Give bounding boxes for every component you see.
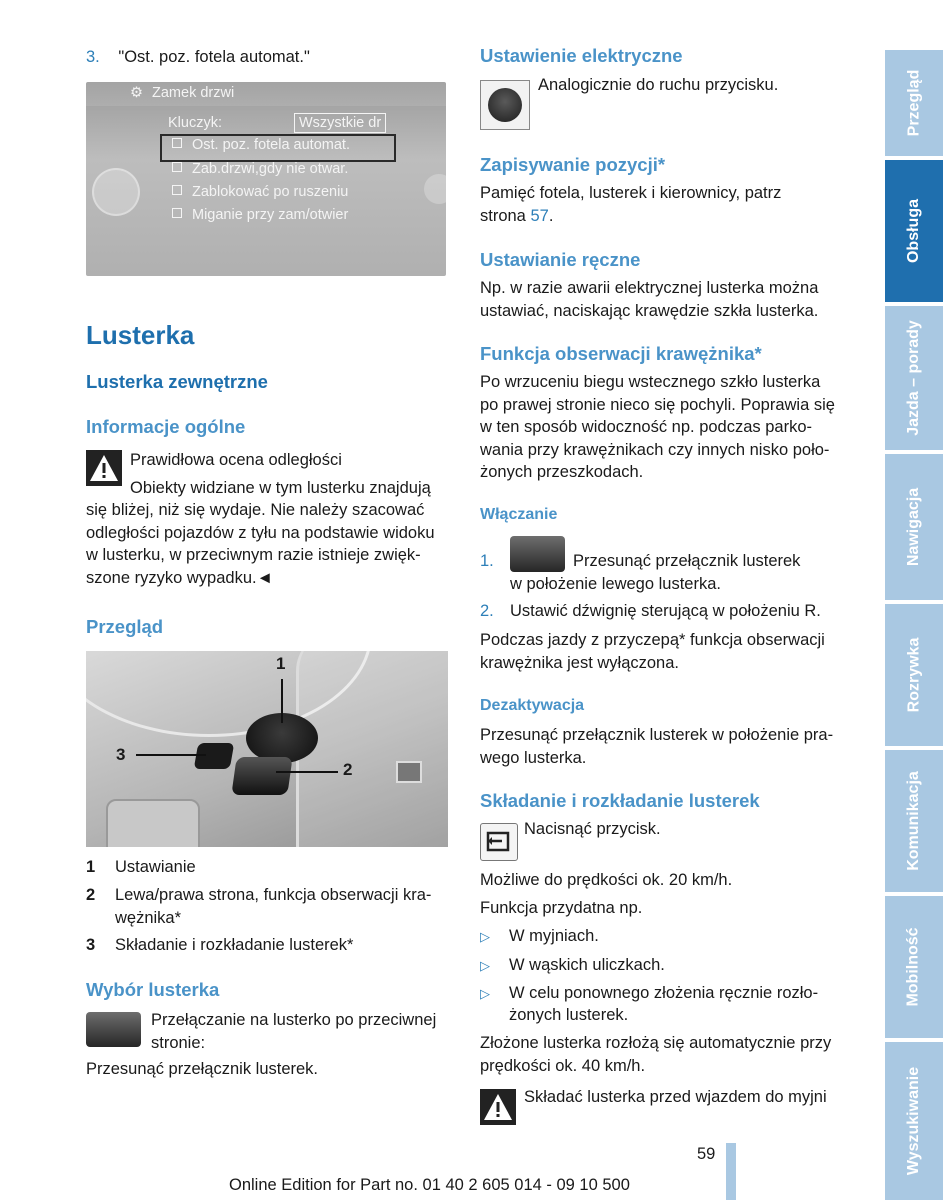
wybor-after: Przesunąć przełącznik lusterek. bbox=[86, 1060, 319, 1078]
mirror-controls-photo bbox=[86, 651, 448, 847]
warning-2-text: Składać lusterka przed wjazdem do myjni bbox=[524, 1088, 827, 1106]
sklad-text: Nacisnąć przycisk. bbox=[524, 820, 661, 838]
sidebar-tab-jazda-porady[interactable] bbox=[885, 306, 943, 450]
side-switch-icon bbox=[231, 757, 292, 795]
triangle-bullet-icon: ▷ bbox=[480, 958, 490, 973]
krawieznik-text: Po wrzuceniu biegu wstecznego szkło lusterka po prawej stronie nieco się pochyli. Poprawia się w ten sposób widoczność np. podczas parko- wania przy krawężnikach czy innych nisko poło- żonych przeszkodach. bbox=[480, 373, 835, 481]
sidebar-tab-label: Komunikacja bbox=[905, 771, 922, 871]
sidebar-tab-obsluga[interactable] bbox=[885, 160, 943, 302]
warning-icon bbox=[86, 450, 122, 486]
heading-dezaktywacja: Dezaktywacja bbox=[480, 697, 585, 714]
step-1-text: Przesunąć przełącznik lusterek bbox=[573, 552, 801, 570]
callout-2: 2 bbox=[343, 760, 353, 779]
callout-1: 1 bbox=[276, 654, 286, 673]
dezakt-text: Przesunąć przełącznik lusterek w położenie pra- wego lusterka. bbox=[480, 726, 834, 767]
sidebar-tab-label: Mobilność bbox=[905, 927, 923, 1007]
warning-title: Prawidłowa ocena odległości bbox=[130, 451, 342, 469]
heading-ustawianie-reczne: Ustawianie ręczne bbox=[480, 249, 641, 270]
wybor-text: Przełączanie na lusterko po przeciwnej stronie: bbox=[151, 1011, 437, 1052]
heading-przeglad: Przegląd bbox=[86, 616, 164, 637]
screen-option-1: Ost. poz. fotela automat. bbox=[172, 137, 350, 153]
mozliwe-text: Możliwe do prędkości ok. 20 km/h. bbox=[480, 871, 733, 889]
screen-title: Zamek drzwi bbox=[152, 85, 235, 101]
mirror-switch-icon bbox=[86, 1012, 141, 1047]
legend-item-2: 2 Lewa/prawa strona, funkcja obserwacji kra- wężnika* bbox=[86, 886, 432, 927]
przydatna-text: Funkcja przydatna np. bbox=[480, 899, 643, 917]
step-1-number: 1. bbox=[480, 552, 494, 570]
screen-option-2: Zab.drzwi,gdy nie otwar. bbox=[172, 161, 348, 177]
legend-item-1: 1 Ustawianie bbox=[86, 858, 196, 876]
page-number-bar bbox=[726, 1143, 736, 1200]
heading-funkcja-krawieznika: Funkcja obserwacji krawężnika* bbox=[480, 343, 762, 364]
sidebar-tab-label: Nawigacja bbox=[905, 487, 923, 567]
heading-informacje-ogolne: Informacje ogólne bbox=[86, 416, 246, 437]
warning-line: Obiekty widziane w tym lusterku znajdują bbox=[130, 479, 431, 497]
page-number: 59 bbox=[697, 1145, 716, 1163]
warning-icon bbox=[480, 1089, 516, 1125]
step-1-text-cont: w położenie lewego lusterka. bbox=[510, 575, 721, 593]
window-switch-icon bbox=[106, 799, 200, 847]
screen-option-4: Miganie przy zam/otwier bbox=[172, 207, 348, 223]
step-2-text: Ustawić dźwignię sterującą w położeniu R. bbox=[510, 602, 821, 620]
sidebar-tab-label: Jazda – porady bbox=[905, 320, 923, 436]
heading-lusterka-zewnetrzne: Lusterka zewnętrzne bbox=[86, 371, 268, 392]
sidebar-tab-mobilnosc[interactable] bbox=[885, 896, 943, 1038]
warning-text: się bliżej, niż się wydaje. Nie należy szacować odległości pojazdów z tyłu na podstawie widoku w lusterku, w przeciwnym razie istnieje zwięk- szone ryzyko wypadku.◄ bbox=[86, 501, 435, 587]
page-link[interactable]: 57 bbox=[530, 206, 549, 225]
heading-skladanie: Składanie i rozkładanie lusterek bbox=[480, 790, 760, 811]
mirror-switch-icon bbox=[510, 536, 565, 572]
callout-3: 3 bbox=[116, 745, 126, 764]
kluczyk-label: Kluczyk: bbox=[168, 115, 222, 131]
bullet-item: ▷ W wąskich uliczkach. bbox=[480, 956, 665, 974]
sidebar-tab-label: Przegląd bbox=[905, 69, 922, 137]
screen-option-3: Zablokować po ruszeniu bbox=[172, 184, 348, 200]
przyczepa-text: Podczas jazdy z przyczepą* funkcja obserwacji krawężnika jest wyłączona. bbox=[480, 631, 825, 672]
sidebar-tab-label: Rozrywka bbox=[905, 637, 923, 713]
sidebar-tab-rozrywka[interactable] bbox=[885, 604, 943, 746]
elektr-text: Analogicznie do ruchu przycisku. bbox=[538, 76, 779, 94]
bullet-item: ▷ W celu ponownego złożenia ręcznie rozło- bbox=[480, 984, 819, 1002]
heading-wlaczanie: Włączanie bbox=[480, 506, 558, 523]
lock-button-icon bbox=[396, 761, 422, 783]
sidebar-tab-label: Wyszukiwanie bbox=[905, 1066, 922, 1176]
sidebar-tab-label: Obsługa bbox=[905, 198, 923, 264]
step-number: 3. bbox=[86, 48, 100, 66]
gear-icon: ⚙ bbox=[130, 85, 143, 101]
sidebar-tab-komunikacja[interactable] bbox=[885, 750, 943, 892]
controller-right-icon bbox=[424, 174, 446, 204]
heading-lusterka: Lusterka bbox=[86, 320, 195, 350]
footer-edition: Online Edition for Part no. 01 40 2 605 014 - 09 10 500 bbox=[229, 1176, 630, 1194]
sidebar-tab-wyszukiwanie[interactable] bbox=[885, 1042, 943, 1200]
bullet-item: ▷ W myjniach. bbox=[480, 927, 599, 945]
sidebar-tab-nawigacja[interactable] bbox=[885, 454, 943, 600]
joystick-icon bbox=[480, 80, 530, 130]
idrive-screen-image bbox=[86, 82, 446, 276]
kluczyk-value: Wszystkie dr bbox=[294, 113, 386, 133]
step-3 bbox=[86, 46, 310, 69]
legend-item-3: 3 Składanie i rozkładanie lusterek* bbox=[86, 936, 354, 954]
bullet-item-cont: żonych lusterek. bbox=[509, 1006, 629, 1024]
heading-zapisywanie-pozycji: Zapisywanie pozycji* bbox=[480, 154, 666, 175]
step-2-number: 2. bbox=[480, 602, 494, 620]
controller-left-icon bbox=[92, 168, 140, 216]
fold-mirror-icon bbox=[480, 823, 518, 861]
reczne-text: Np. w razie awarii elektrycznej lusterka można ustawiać, naciskając krawędzie szkła lusterka. bbox=[480, 279, 819, 320]
heading-wybor-lusterka: Wybór lusterka bbox=[86, 979, 220, 1000]
sidebar-tab-przeglad[interactable] bbox=[885, 50, 943, 156]
fold-button-icon bbox=[194, 743, 235, 769]
zlozone-text: Złożone lusterka rozłożą się automatycznie przy prędkości ok. 40 km/h. bbox=[480, 1034, 832, 1075]
heading-ustawienie-elektryczne: Ustawienie elektryczne bbox=[480, 45, 683, 66]
triangle-bullet-icon: ▷ bbox=[480, 986, 490, 1001]
step-text: "Ost. poz. fotela automat." bbox=[118, 48, 310, 66]
zapis-text: Pamięć fotela, lusterek i kierownicy, patrz strona 57. bbox=[480, 184, 782, 225]
triangle-bullet-icon: ▷ bbox=[480, 929, 490, 944]
